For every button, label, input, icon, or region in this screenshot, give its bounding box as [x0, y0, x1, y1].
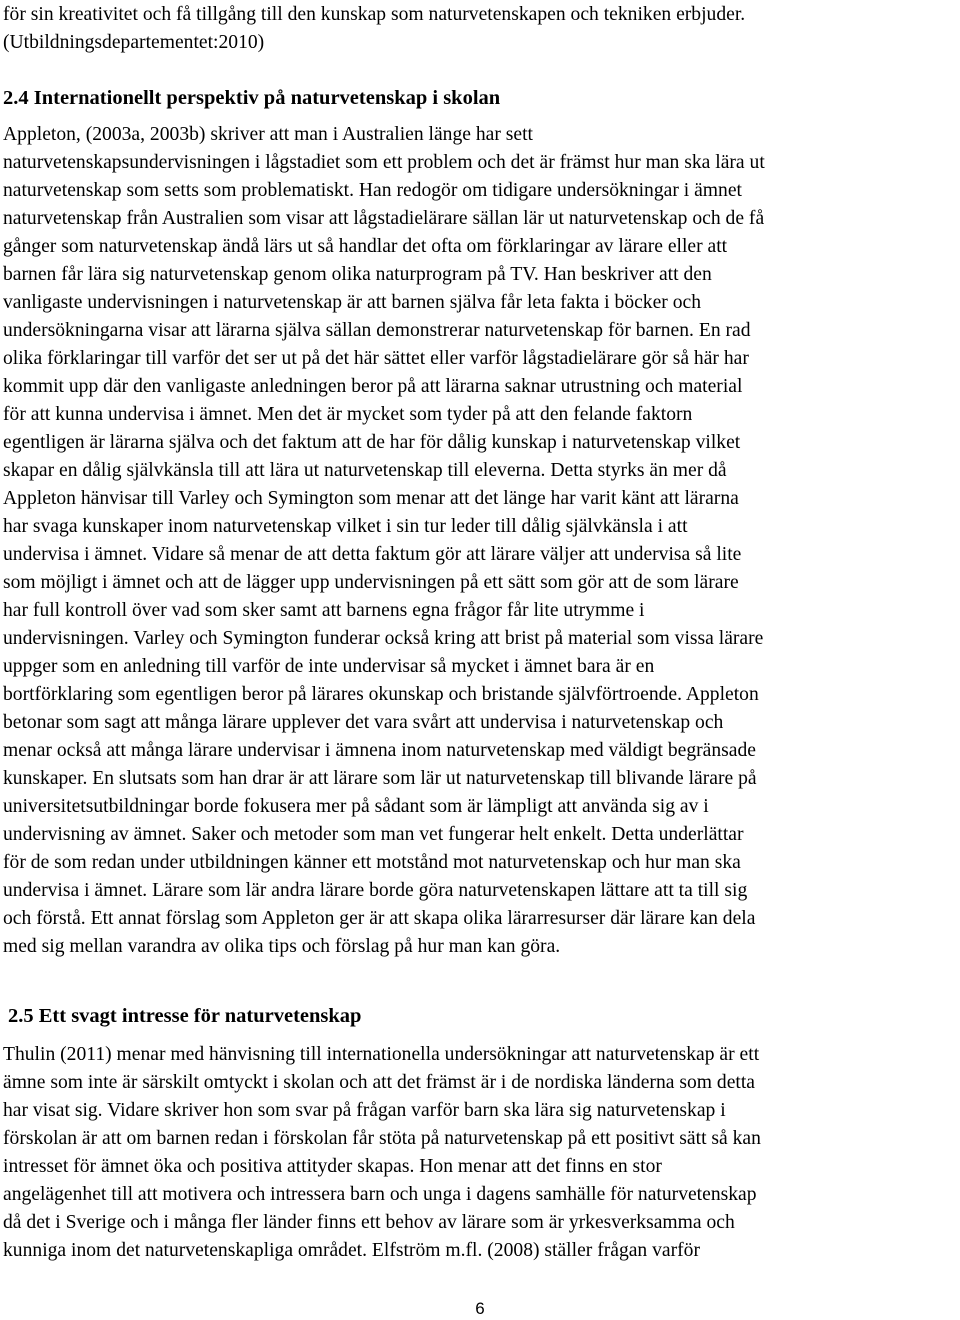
paragraph-line: angelägenhet till att motivera och intressera barn och unga i dagens samhälle för naturvetenskap — [3, 1184, 757, 1205]
paragraph-line: Appleton, (2003a, 2003b) skriver att man i Australien länge har sett — [3, 124, 533, 145]
paragraph-line: har visat sig. Vidare skriver hon som svar på frågan varför barn ska lära sig naturvetenskap i — [3, 1100, 726, 1121]
paragraph-line: ämne som inte är särskilt omtyckt i skolan och att det främst är i de nordiska länderna som detta — [3, 1072, 755, 1093]
paragraph-line: Appleton hänvisar till Varley och Symington som menar att det länge har varit känt att lärarna — [3, 488, 739, 509]
paragraph-line: har svaga kunskaper inom naturvetenskap vilket i sin tur leder till dålig självkänsla i att — [3, 516, 688, 537]
paragraph-line: betonar som sagt att många lärare upplever det vara svårt att undervisa i naturvetenskap och — [3, 712, 724, 733]
paragraph-line: naturvetenskap från Australien som visar att lågstadielärare sällan lär ut naturvetenskap och de få — [3, 208, 765, 229]
intro-line: för sin kreativitet och få tillgång till den kunskap som naturvetenskapen och tekniken erbjuder. — [3, 4, 746, 25]
paragraph-line: förskolan är att om barnen redan i förskolan får stöta på naturvetenskap på ett positivt sätt så kan — [3, 1128, 761, 1149]
paragraph-line: och förstå. Ett annat förslag som Appleton ger är att skapa olika lärarresurser där lärare kan dela — [3, 908, 756, 929]
paragraph-line: menar också att många lärare undervisar i ämnena inom naturvetenskap med väldigt begränsade — [3, 740, 756, 761]
paragraph-line: undervisa i ämnet. Vidare så menar de att detta faktum gör att lärare väljer att undervisa så lite — [3, 544, 742, 565]
paragraph-line: olika förklaringar till varför det ser ut på det här sättet eller varför lågstadielärare gör så här har — [3, 348, 749, 369]
paragraph-line: universitetsutbildningar borde fokusera mer på sådant som är lämpligt att använda sig av i — [3, 796, 709, 817]
paragraph-line: för de som redan under utbildningen känner ett motstånd mot naturvetenskap och hur man ska — [3, 852, 741, 873]
paragraph-line: kommit upp där den vanligaste anledningen beror på att lärarna saknar utrustning och material — [3, 376, 743, 397]
paragraph-line: då det i Sverige och i många fler länder finns ett behov av lärare som är yrkesverksamma och — [3, 1212, 735, 1233]
paragraph-line: barnen får lära sig naturvetenskap genom olika naturprogram på TV. Han beskriver att den — [3, 264, 712, 285]
section-heading-2-4: 2.4 Internationellt perspektiv på naturvetenskap i skolan — [3, 87, 501, 109]
paragraph-line: undervisningen. Varley och Symington funderar också kring att brist på material som vissa lärare — [3, 628, 764, 649]
paragraph-line: undervisning av ämnet. Saker och metoder som man vet fungerar helt enkelt. Detta underlättar — [3, 824, 744, 845]
paragraph-line: bortförklaring som egentligen beror på lärares okunskap och bristande självförtroende. Appleton — [3, 684, 759, 705]
paragraph-line: Thulin (2011) menar med hänvisning till internationella undersökningar att naturvetenskap är ett — [3, 1044, 760, 1065]
paragraph-line: har full kontroll över vad som sker samt att barnens egna frågor får lite utrymme i — [3, 600, 645, 621]
paragraph-line: intresset för ämnet öka och positiva attityder skapas. Hon menar att det finns en stor — [3, 1156, 662, 1177]
paragraph-line: med sig mellan varandra av olika tips och förslag på hur man kan göra. — [3, 936, 561, 957]
paragraph-line: gånger som naturvetenskap ändå lärs ut så handlar det ofta om förklaringar av lärare eller att — [3, 236, 728, 257]
paragraph-line: vanligaste undervisningen i naturvetenskap är att barnen själva får leta fakta i böcker och — [3, 292, 702, 313]
paragraph-line: undersökningarna visar att lärarna själva sällan demonstrerar naturvetenskap för barnen. En rad — [3, 320, 751, 341]
paragraph-line: undervisa i ämnet. Lärare som lär andra lärare borde göra naturvetenskapen lättare att ta till sig — [3, 880, 748, 901]
page-number: 6 — [475, 1299, 485, 1318]
paragraph-line: egentligen är lärarna själva och det faktum att de har för dålig kunskap i naturvetenskap vilket — [3, 432, 741, 453]
paragraph-line: som möjligt i ämnet och att de lägger upp undervisningen på ett sätt som gör att de som lärare — [3, 572, 739, 593]
intro-line: (Utbildningsdepartementet:2010) — [3, 32, 265, 53]
paragraph-line: uppger som en anledning till varför de inte undervisar så mycket i ämnet bara är en — [3, 656, 655, 677]
paragraph-line: naturvetenskap som setts som problematiskt. Han redogör om tidigare undersökningar i ämnet — [3, 180, 742, 201]
section-heading-2-5: 2.5 Ett svagt intresse för naturvetenskap — [8, 1005, 362, 1027]
paragraph-line: skapar en dålig självkänsla till att lära ut naturvetenskap till eleverna. Detta styrks än mer då — [3, 460, 727, 481]
paragraph-line: för att kunna undervisa i ämnet. Men det är mycket som tyder på att den felande faktorn — [3, 404, 693, 425]
paragraph-line: kunniga inom det naturvetenskapliga området. Elfström m.fl. (2008) ställer frågan varför — [3, 1240, 700, 1261]
paragraph-line: kunskaper. En slutsats som han drar är att lärare som lär ut naturvetenskap till blivande lärare på — [3, 768, 757, 789]
paragraph-line: naturvetenskapsundervisningen i lågstadiet som ett problem och det är främst hur man ska lära ut — [3, 152, 765, 173]
